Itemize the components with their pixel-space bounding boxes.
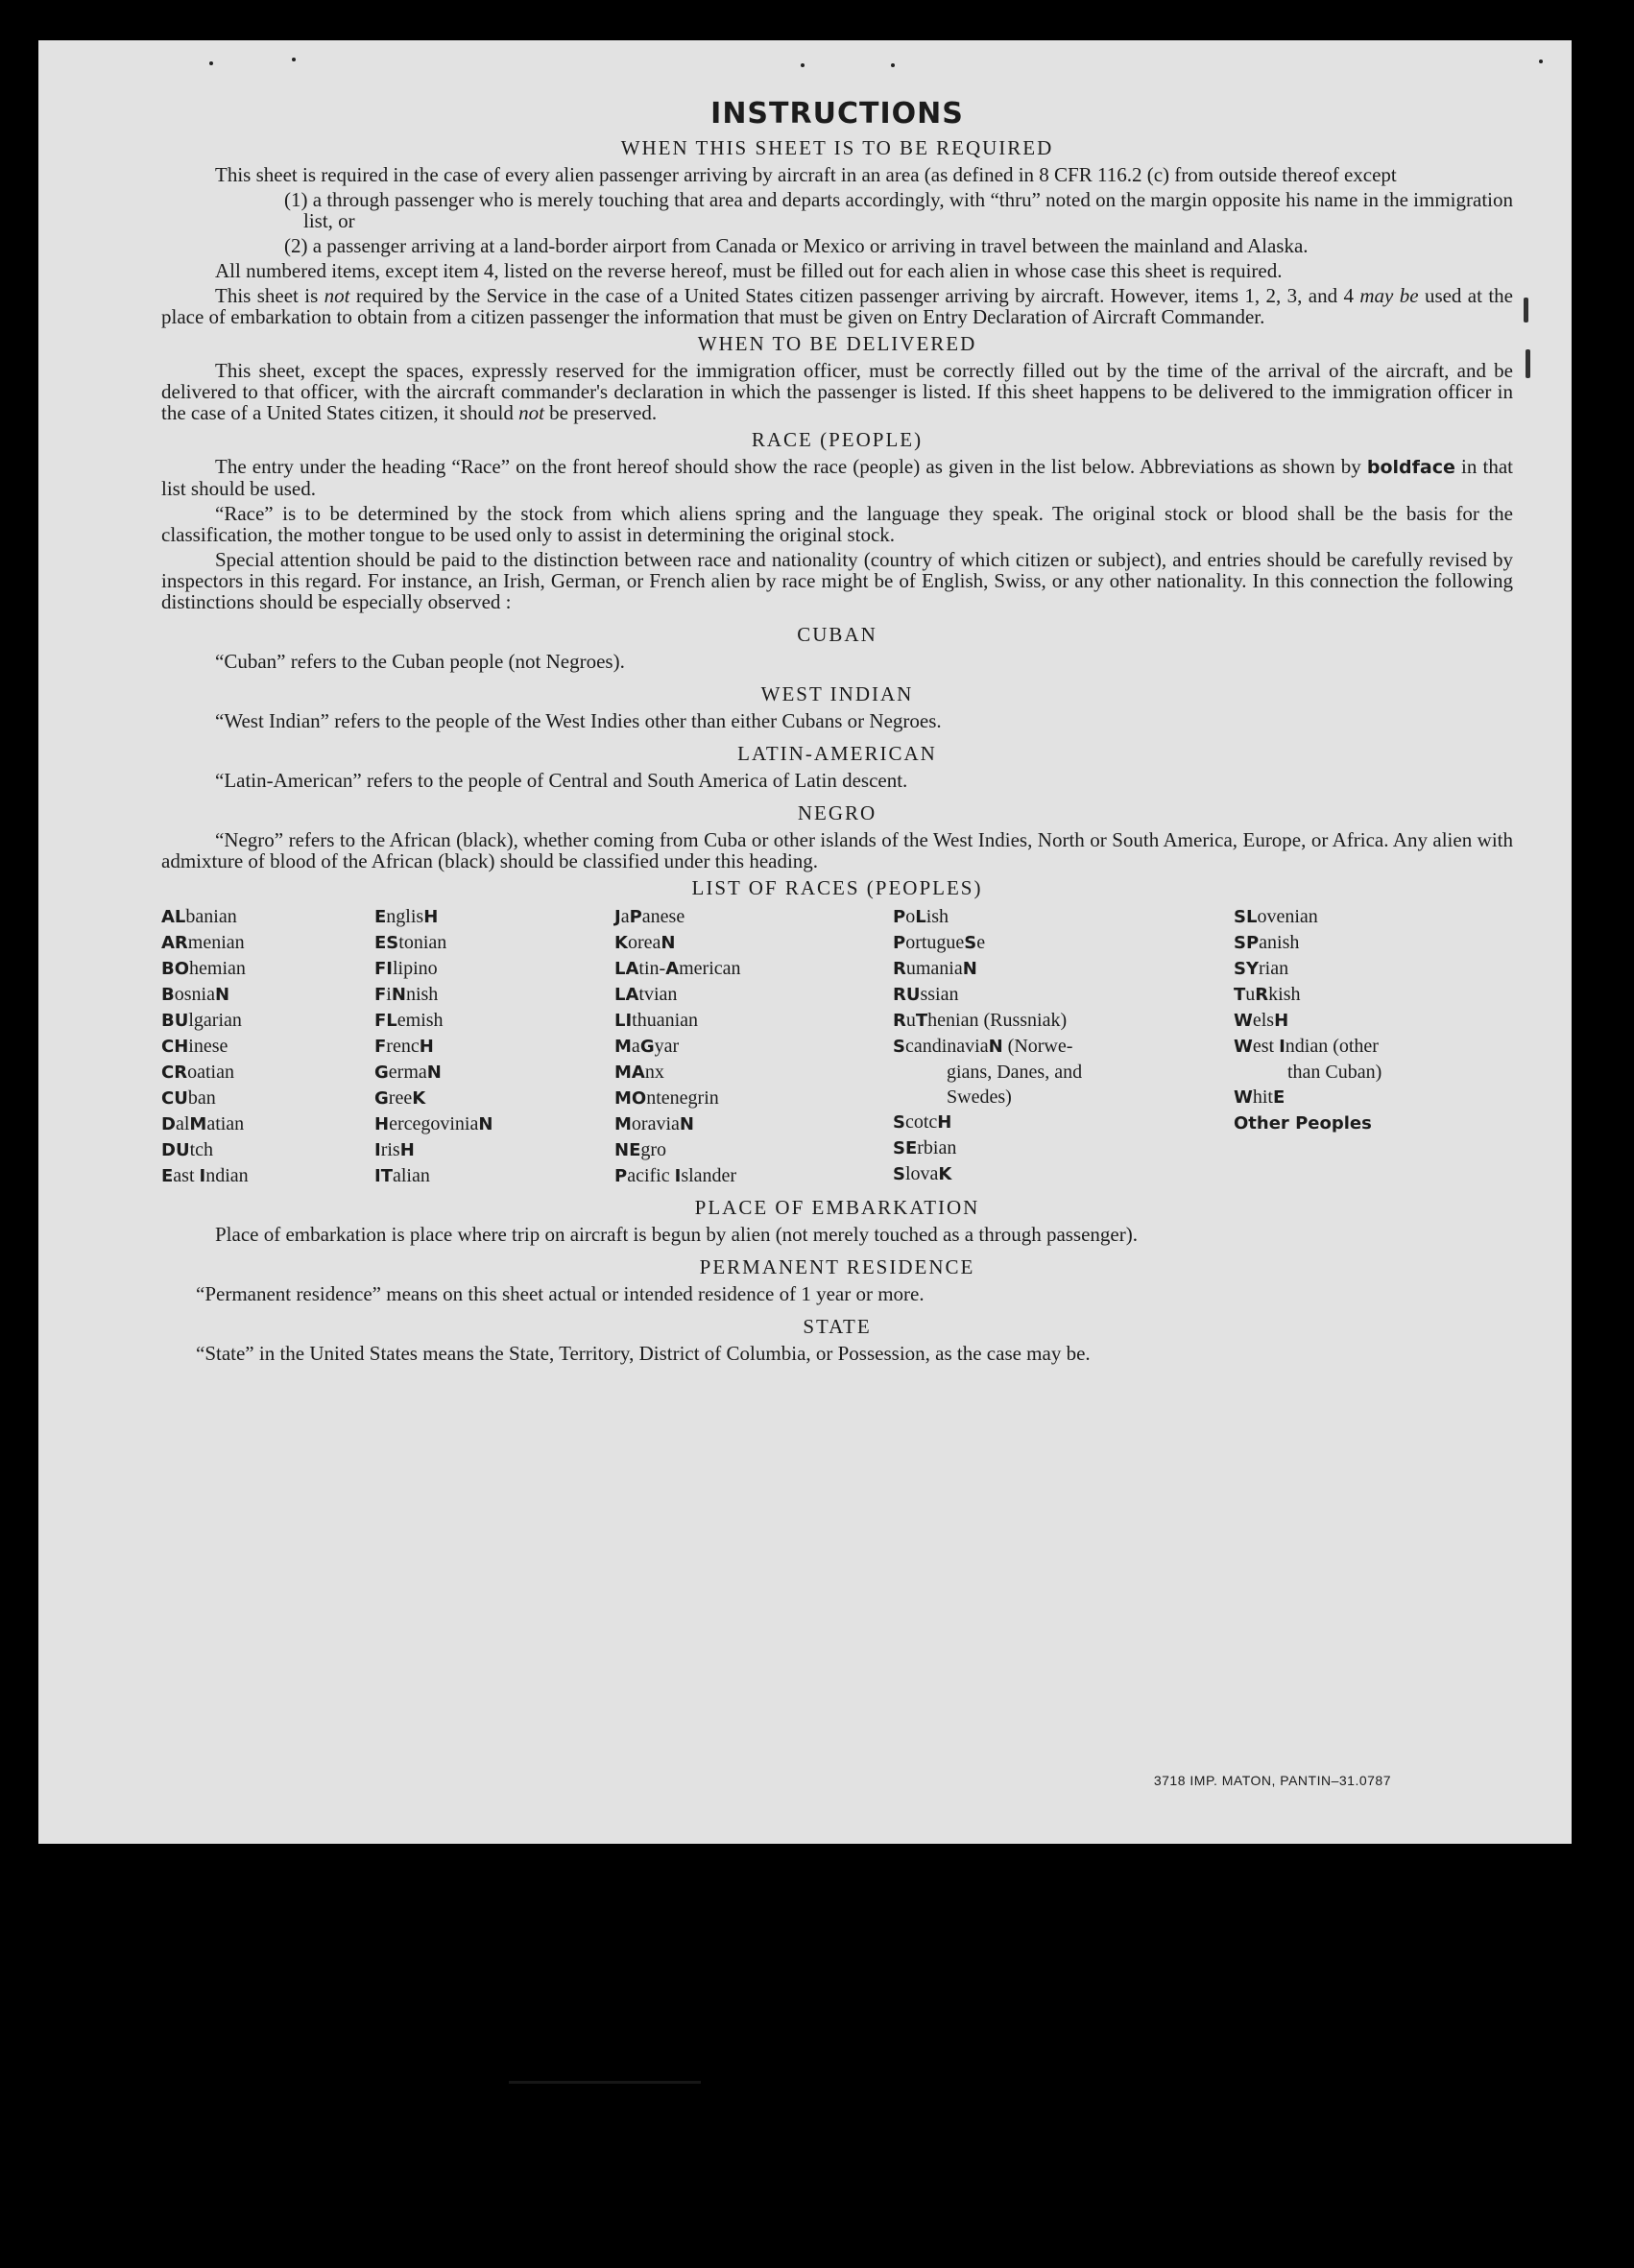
race-abbrev: E [1272, 1087, 1286, 1108]
race-entry [1234, 1008, 1513, 1034]
text-run: This sheet is [215, 284, 324, 307]
race-abbrev: SL [1234, 907, 1258, 927]
race-abbrev: H [423, 907, 439, 927]
list-item: (1) a through passenger who is merely touching that area and departs accordingly, with “thru” noted on the margin opposite his name in the immigration list, or [284, 188, 1513, 232]
race-text: orea [627, 932, 661, 953]
race-entry [893, 1085, 1234, 1110]
race-text: alian [392, 1165, 430, 1186]
race-abbrev: LA [614, 985, 639, 1005]
race-text: lova [904, 1163, 939, 1184]
race-abbrev: ES [374, 933, 399, 953]
paragraph: “Negro” refers to the African (black), whether coming from Cuba or other islands of the West Indies, North or South America, Europe, or Africa. Any alien with admixture of blood of the African (black) should be classified under this heading. [161, 828, 1513, 872]
race-entry [614, 1163, 893, 1189]
race-text: i [386, 984, 392, 1005]
race-text: ree [388, 1087, 413, 1109]
race-abbrev: N [478, 1114, 493, 1134]
paragraph: “Race” is to be determined by the stock from which aliens spring and the language they speak. The original stock or blood shall be the basis for the classification, the mother tongue to be used only to assist in determining the original stock. [161, 502, 1513, 546]
race-text: banian [185, 906, 237, 927]
races-column [161, 904, 374, 1189]
scan-speck [891, 63, 895, 67]
race-entry [1234, 930, 1513, 956]
race-entry [614, 1137, 893, 1163]
race-text: than Cuban) [1287, 1062, 1382, 1083]
scan-speck [209, 61, 213, 65]
race-entry [374, 930, 614, 956]
race-entry [1234, 1034, 1513, 1060]
race-abbrev: LA [614, 959, 639, 979]
race-abbrev: N [391, 985, 406, 1005]
race-abbrev: DU [161, 1140, 190, 1160]
race-text: Swedes) [947, 1086, 1012, 1108]
races-column [614, 904, 893, 1189]
race-text: ercegovinia [389, 1113, 479, 1134]
race-entry [614, 1034, 893, 1060]
race-entry [161, 1060, 374, 1086]
race-entry [1234, 1060, 1513, 1085]
paragraph [161, 285, 1513, 327]
scan-mark [1526, 349, 1530, 378]
text-run: required by the Service in the case of a United States citizen passenger arriving by aircraft. However, items 1, 2, 3, and 4 [349, 284, 1360, 307]
race-entry [893, 930, 1234, 956]
race-text: inese [188, 1036, 228, 1057]
race-abbrev: SE [893, 1138, 918, 1158]
race-abbrev: M [614, 1114, 632, 1134]
race-text: a [631, 1036, 640, 1057]
race-text: gians, Danes, and [947, 1062, 1083, 1083]
race-entry [374, 1086, 614, 1111]
race-text: ntenegrin [646, 1087, 719, 1109]
race-text: thuanian [632, 1010, 699, 1031]
race-text: ban [187, 1087, 216, 1109]
races-column [374, 904, 614, 1189]
race-entry [161, 1163, 374, 1189]
paragraph: “Cuban” refers to the Cuban people (not Negroes). [215, 650, 625, 673]
race-entry [893, 1135, 1234, 1161]
race-abbrev: L [915, 907, 926, 927]
race-abbrev: BO [161, 959, 190, 979]
race-text: acific [627, 1165, 675, 1186]
race-entry [1234, 904, 1513, 930]
paragraph [161, 360, 1513, 423]
race-abbrev: NE [614, 1140, 641, 1160]
race-text: nx [644, 1062, 664, 1083]
race-text: ris [380, 1139, 400, 1160]
race-abbrev: F [374, 985, 387, 1005]
race-entry [161, 930, 374, 956]
text-run: used at the place of embarkation to obtain from a citizen passenger the information that must be given on Entry Declaration of Aircraft Commander. [161, 284, 1513, 328]
race-text: lipino [393, 958, 438, 979]
race-abbrev: H [374, 1114, 390, 1134]
race-text: merican [679, 958, 741, 979]
race-abbrev: P [893, 907, 906, 927]
race-text: tin- [638, 958, 666, 979]
race-text: ndian [205, 1165, 249, 1186]
section-heading-state: STATE [803, 1315, 872, 1338]
race-text: tvian [638, 984, 678, 1005]
race-text: ovenian [1257, 906, 1318, 927]
scan-speck [801, 63, 805, 67]
bold-text: boldface [1366, 457, 1455, 478]
races-column [1234, 904, 1513, 1189]
race-entry [893, 982, 1234, 1008]
race-text: o [905, 906, 916, 927]
section-heading-list-of-races: LIST OF RACES (PEOPLES) [691, 876, 983, 899]
race-text: candinavia [904, 1036, 989, 1057]
race-abbrev: N [214, 985, 230, 1005]
race-entry [374, 1137, 614, 1163]
race-entry [1234, 1085, 1513, 1110]
race-text: ish [925, 906, 949, 927]
race-abbrev: N [661, 933, 676, 953]
race-abbrev: W [1234, 1037, 1253, 1057]
paragraph: All numbered items, except item 4, listed on the reverse hereof, must be filled out for each alien in whose case this sheet is required. [215, 259, 1283, 282]
race-abbrev: A [665, 959, 680, 979]
emphasis-text: not [324, 284, 350, 307]
race-text: anese [641, 906, 685, 927]
scan-mark [1524, 298, 1528, 322]
race-abbrev: BU [161, 1011, 189, 1031]
race-entry [161, 904, 374, 930]
emphasis-text: may be [1359, 284, 1419, 307]
section-heading-race: RACE (PEOPLE) [751, 428, 924, 451]
race-abbrev: H [419, 1037, 434, 1057]
race-entry [374, 1034, 614, 1060]
race-abbrev: SY [1234, 959, 1259, 979]
race-abbrev: W [1234, 1011, 1253, 1031]
race-entry [1234, 982, 1513, 1008]
race-abbrev: M [614, 1037, 632, 1057]
race-abbrev: CU [161, 1088, 188, 1109]
race-entry [161, 1137, 374, 1163]
race-abbrev: CR [161, 1062, 188, 1083]
text-run: This sheet, except the spaces, expressly reserved for the immigration officer, must be correctly filled out by the time of the arrival of the aircraft, and be delivered to that officer, with the aircraft commander's declaration in which the passenger is listed. If this sheet happens to be delivered to the immigration officer in the case of a United States citizen, it should [161, 359, 1513, 424]
race-abbrev: E [374, 907, 387, 927]
race-abbrev: MO [614, 1088, 647, 1109]
race-abbrev: K [614, 933, 628, 953]
race-entry [374, 956, 614, 982]
race-abbrev: E [161, 1166, 174, 1186]
races-table [161, 904, 1513, 1189]
race-abbrev: AL [161, 907, 186, 927]
paragraph: This sheet is required in the case of every alien passenger arriving by aircraft in an area (as defined in 8 CFR 116.2 (c) from outside thereof except [215, 163, 1397, 186]
race-abbrev: LI [614, 1011, 633, 1031]
race-text: (Norwe- [1002, 1036, 1073, 1057]
race-abbrev: G [374, 1062, 389, 1083]
race-text: atian [206, 1113, 245, 1134]
race-text: yar [654, 1036, 680, 1057]
race-text: menian [187, 932, 245, 953]
race-abbrev: N [962, 959, 977, 979]
race-text: rian [1259, 958, 1289, 979]
race-abbrev: H [399, 1140, 415, 1160]
race-text: a [620, 906, 630, 927]
race-abbrev: S [893, 1037, 905, 1057]
race-entry [374, 1060, 614, 1086]
race-entry [161, 1111, 374, 1137]
race-entry [374, 1111, 614, 1137]
race-text: cotc [904, 1111, 938, 1133]
race-text: nglis [386, 906, 424, 927]
race-text: oravia [631, 1113, 680, 1134]
race-text: ndian (other [1285, 1036, 1379, 1057]
race-text: erma [388, 1062, 427, 1083]
race-text: kish [1268, 984, 1301, 1005]
race-entry [161, 1034, 374, 1060]
race-abbrev: R [893, 959, 906, 979]
race-abbrev: G [374, 1088, 389, 1109]
race-entry [893, 1110, 1234, 1135]
text-run: be preserved. [543, 401, 658, 424]
race-abbrev: FI [374, 959, 393, 979]
race-abbrev: T [1234, 985, 1246, 1005]
paragraph: Special attention should be paid to the distinction between race and nationality (country of which citizen or subject), and entries should be carefully revised by inspectors in this regard. For instance, an Irish, German, or French alien by race might be of English, Swiss, or any other nationality. In this connection the following distinctions should be especially observed : [161, 548, 1513, 613]
section-heading-delivered: WHEN TO BE DELIVERED [697, 332, 977, 355]
race-abbrev: P [614, 1166, 628, 1186]
race-entry [161, 1008, 374, 1034]
section-heading-permanent-residence: PERMANENT RESIDENCE [699, 1255, 975, 1278]
race-abbrev: IT [374, 1166, 393, 1186]
race-abbrev: R [893, 1011, 906, 1031]
printer-imprint: 3718 IMP. MATON, PANTIN–31.0787 [1153, 1773, 1391, 1788]
paragraph: “Permanent residence” means on this sheet actual or intended residence of 1 year or more. [196, 1282, 925, 1305]
race-abbrev: I [1279, 1037, 1286, 1057]
race-entry [1234, 956, 1513, 982]
section-heading-required: WHEN THIS SHEET IS TO BE REQUIRED [620, 136, 1054, 159]
race-text: slander [681, 1165, 737, 1186]
race-text: al [175, 1113, 190, 1134]
race-abbrev: I [199, 1166, 206, 1186]
race-entry [161, 1086, 374, 1111]
race-abbrev: T [915, 1011, 928, 1031]
race-entry [614, 1060, 893, 1086]
race-text: u [1245, 984, 1256, 1005]
race-abbrev: SP [1234, 933, 1260, 953]
race-text: hemian [189, 958, 246, 979]
race-text: u [905, 1010, 916, 1031]
race-text: ast [173, 1165, 200, 1186]
race-abbrev: S [964, 933, 977, 953]
race-abbrev: P [629, 907, 642, 927]
race-abbrev: S [893, 1112, 905, 1133]
race-text: lgarian [188, 1010, 242, 1031]
race-text: renc [386, 1036, 420, 1057]
race-entry [614, 956, 893, 982]
scan-artifact [509, 2081, 701, 2084]
race-abbrev: FL [374, 1011, 397, 1031]
race-text: e [976, 932, 986, 953]
race-entry [893, 1161, 1234, 1187]
race-abbrev: D [161, 1114, 176, 1134]
race-abbrev: I [374, 1140, 381, 1160]
race-abbrev: W [1234, 1087, 1253, 1108]
paragraph: “Latin-American” refers to the people of Central and South America of Latin descent. [215, 769, 908, 792]
race-abbrev: CH [161, 1037, 189, 1057]
race-abbrev: G [639, 1037, 655, 1057]
race-abbrev: AR [161, 933, 188, 953]
race-abbrev: H [1274, 1011, 1289, 1031]
race-text: emish [396, 1010, 444, 1031]
race-abbrev: F [374, 1037, 387, 1057]
race-entry [893, 1008, 1234, 1034]
paragraph: “West Indian” refers to the people of the West Indies other than either Cubans or Negroes. [215, 709, 942, 732]
race-text: els [1252, 1010, 1275, 1031]
race-entry [614, 904, 893, 930]
race-entry [614, 1086, 893, 1111]
document-sheet [38, 40, 1572, 1844]
paragraph [161, 456, 1513, 499]
race-text: rbian [917, 1137, 957, 1158]
race-abbrev: Other Peoples [1234, 1113, 1372, 1134]
race-text: nish [405, 984, 439, 1005]
race-text: ssian [920, 984, 959, 1005]
section-heading-negro: NEGRO [797, 801, 877, 824]
race-text: hit [1252, 1086, 1273, 1108]
emphasis-text: not [518, 401, 544, 424]
race-text: osnia [174, 984, 215, 1005]
race-text: oatian [187, 1062, 234, 1083]
races-column [893, 904, 1234, 1189]
race-text: anish [1259, 932, 1300, 953]
race-entry [161, 956, 374, 982]
paragraph: Place of embarkation is place where trip on aircraft is begun by alien (not merely touched as a through passenger). [215, 1223, 1138, 1246]
race-text: est [1252, 1036, 1280, 1057]
race-abbrev: B [161, 985, 175, 1005]
race-abbrev: J [614, 907, 621, 927]
text-run: in that list should be used. [161, 455, 1513, 500]
race-abbrev: N [679, 1114, 694, 1134]
race-entry [161, 982, 374, 1008]
race-entry [614, 930, 893, 956]
scan-speck [292, 58, 296, 61]
race-entry [1234, 1110, 1513, 1136]
race-abbrev: I [674, 1166, 682, 1186]
race-entry [893, 1034, 1234, 1060]
race-abbrev: K [412, 1088, 426, 1109]
race-text: tch [189, 1139, 213, 1160]
race-text: ortugue [905, 932, 965, 953]
race-entry [374, 904, 614, 930]
race-text: henian (Russniak) [927, 1010, 1068, 1031]
race-abbrev: S [893, 1164, 905, 1184]
race-abbrev: RU [893, 985, 921, 1005]
race-entry [614, 1008, 893, 1034]
paragraph: “State” in the United States means the State, Territory, District of Columbia, or Possession, as the case may be. [196, 1342, 1091, 1365]
section-heading-embarkation: PLACE OF EMBARKATION [694, 1196, 980, 1219]
race-entry [374, 1008, 614, 1034]
race-abbrev: H [937, 1112, 952, 1133]
race-entry [614, 1111, 893, 1137]
race-entry [374, 982, 614, 1008]
section-heading-west-indian: WEST INDIAN [760, 682, 914, 705]
page-title: INSTRUCTIONS [710, 97, 964, 131]
race-abbrev: N [988, 1037, 1003, 1057]
section-heading-latin-american: LATIN-AMERICAN [737, 742, 937, 765]
race-abbrev: M [189, 1114, 207, 1134]
list-item: (2) a passenger arriving at a land-border airport from Canada or Mexico or arriving in travel between the mainland and Alaska. [284, 234, 1309, 257]
section-heading-cuban: CUBAN [797, 623, 877, 646]
instructions-body [161, 96, 1513, 1368]
race-entry [374, 1163, 614, 1189]
race-text: umania [905, 958, 963, 979]
race-abbrev: R [1255, 985, 1269, 1005]
race-abbrev: N [426, 1062, 442, 1083]
race-entry [893, 904, 1234, 930]
race-entry [893, 956, 1234, 982]
race-abbrev: MA [614, 1062, 645, 1083]
race-entry [614, 982, 893, 1008]
race-text: gro [640, 1139, 667, 1160]
race-text: tonian [398, 932, 447, 953]
race-entry [893, 1060, 1234, 1085]
text-run: The entry under the heading “Race” on the front hereof should show the race (people) as given in the list below. Abbreviations as shown by [215, 455, 1367, 478]
race-abbrev: P [893, 933, 906, 953]
race-abbrev: K [938, 1164, 952, 1184]
scan-speck [1539, 60, 1543, 63]
